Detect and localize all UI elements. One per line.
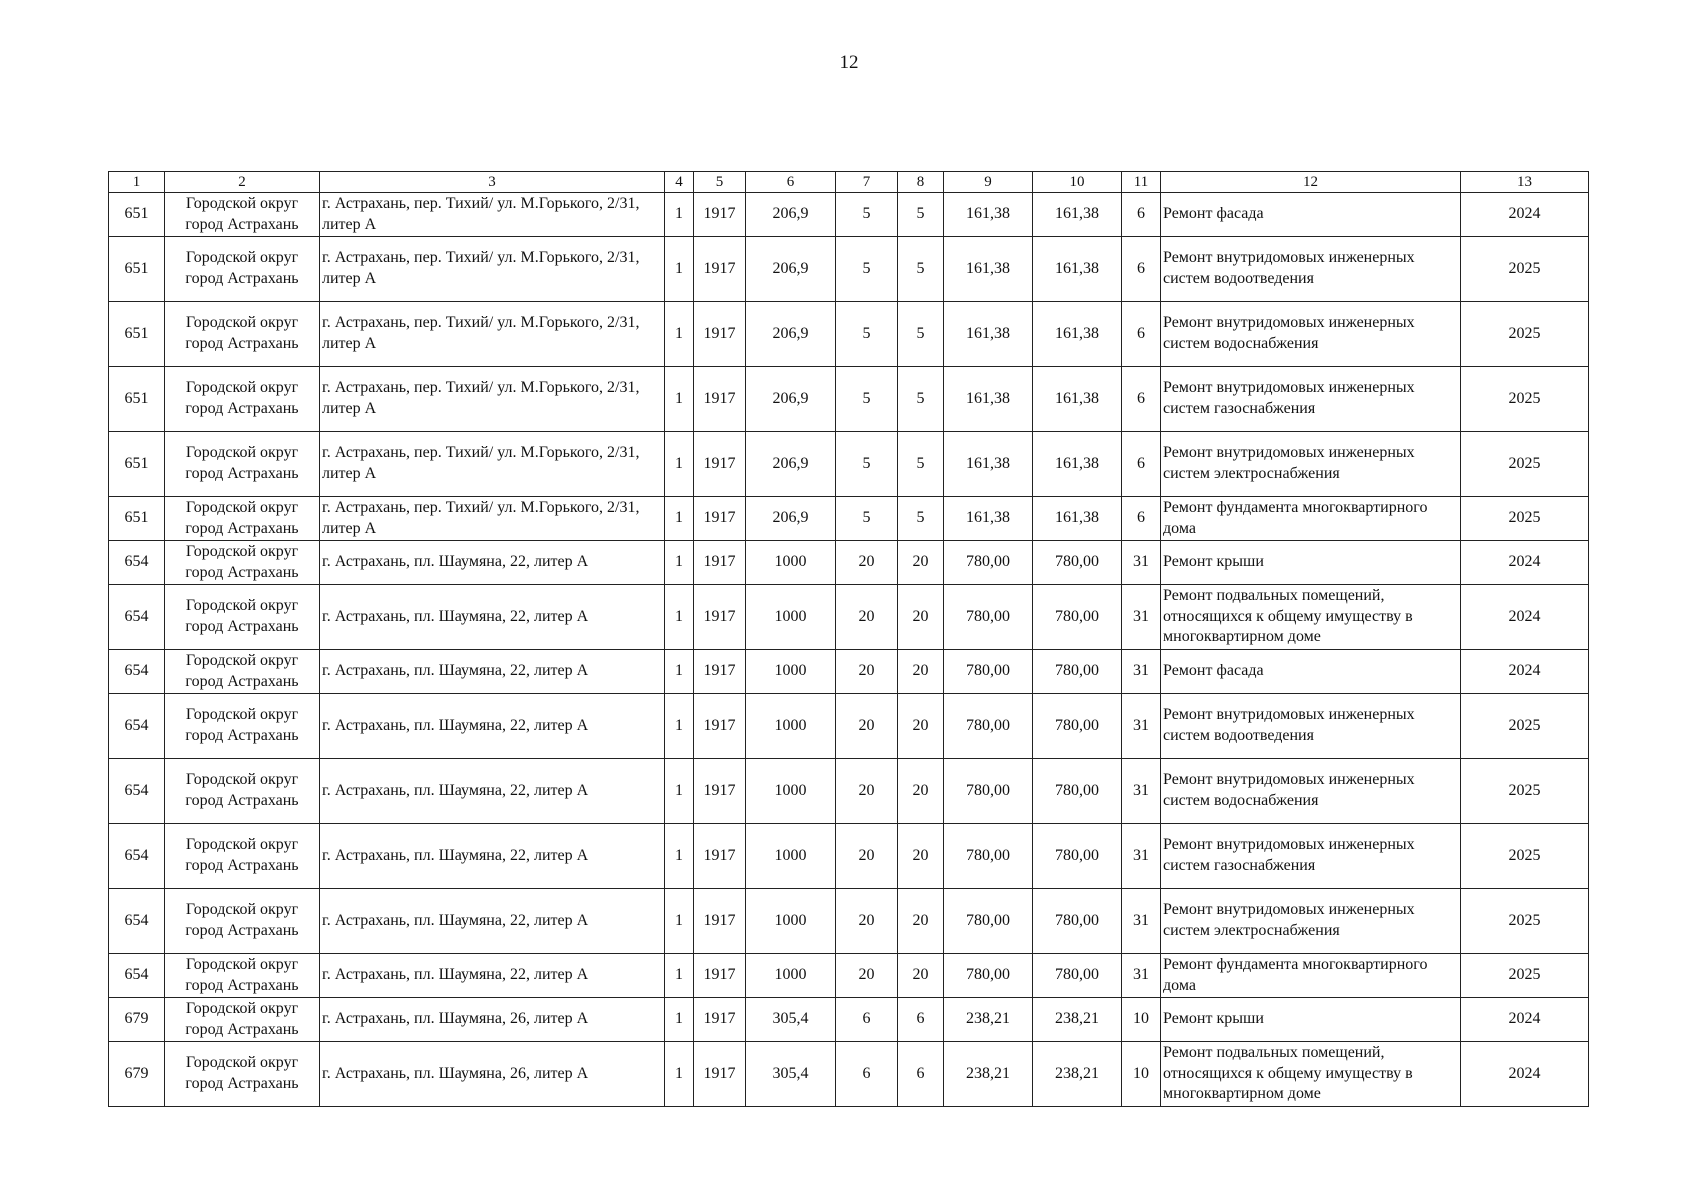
table-cell: 780,00 — [1033, 889, 1122, 954]
table-cell: Ремонт фундамента многоквартирного дома — [1161, 497, 1461, 541]
table-cell: 161,38 — [944, 193, 1033, 237]
table-cell: 161,38 — [944, 367, 1033, 432]
table-cell: 5 — [836, 432, 898, 497]
table-cell: 780,00 — [944, 824, 1033, 889]
table-cell: 206,9 — [746, 497, 836, 541]
table-cell: 1 — [665, 824, 694, 889]
table-cell: Ремонт внутридомовых инженерных систем водоснабжения — [1161, 302, 1461, 367]
table-cell: 2025 — [1461, 497, 1589, 541]
table-cell: 6 — [898, 998, 944, 1042]
table-body — [109, 193, 1589, 1107]
table-cell: 5 — [898, 302, 944, 367]
table-cell: 1917 — [694, 367, 746, 432]
table-cell: 31 — [1122, 585, 1161, 650]
table-cell: 5 — [898, 432, 944, 497]
table-row — [109, 824, 1589, 889]
table-cell: 161,38 — [1033, 237, 1122, 302]
table-cell: 1000 — [746, 954, 836, 998]
table-cell: 206,9 — [746, 302, 836, 367]
table-cell: 20 — [836, 824, 898, 889]
column-header: 2 — [165, 172, 320, 193]
table-cell: 31 — [1122, 759, 1161, 824]
table-cell: 1917 — [694, 759, 746, 824]
table-cell: 20 — [836, 585, 898, 650]
column-number-row — [109, 172, 1589, 193]
table-cell: Ремонт крыши — [1161, 998, 1461, 1042]
table-cell: 5 — [898, 193, 944, 237]
table-cell: 20 — [898, 889, 944, 954]
table-cell: 10 — [1122, 998, 1161, 1042]
table-cell: Городской округ город Астрахань — [165, 759, 320, 824]
table-cell: 1917 — [694, 193, 746, 237]
table-cell: 20 — [836, 759, 898, 824]
column-header: 6 — [746, 172, 836, 193]
table-cell: Городской округ город Астрахань — [165, 824, 320, 889]
table-cell: г. Астрахань, пл. Шаумяна, 26, литер А — [320, 998, 665, 1042]
table-cell: 20 — [836, 650, 898, 694]
table-cell: 6 — [1122, 432, 1161, 497]
table-cell: Ремонт внутридомовых инженерных систем водоснабжения — [1161, 759, 1461, 824]
table-row — [109, 193, 1589, 237]
table-cell: 5 — [898, 237, 944, 302]
table-cell: 780,00 — [1033, 585, 1122, 650]
table-cell: Городской округ город Астрахань — [165, 585, 320, 650]
column-header: 8 — [898, 172, 944, 193]
table-cell: 5 — [836, 497, 898, 541]
repair-program-table — [108, 171, 1589, 1107]
table-cell: 161,38 — [1033, 302, 1122, 367]
table-row — [109, 237, 1589, 302]
table-cell: Городской округ город Астрахань — [165, 541, 320, 585]
table-cell: 1 — [665, 367, 694, 432]
table-cell: 5 — [836, 367, 898, 432]
table-cell: 5 — [898, 497, 944, 541]
table-cell: 2025 — [1461, 889, 1589, 954]
table-cell: 2024 — [1461, 585, 1589, 650]
table-cell: 1000 — [746, 585, 836, 650]
table-cell: 651 — [109, 367, 165, 432]
table-cell: г. Астрахань, пер. Тихий/ ул. М.Горького, 2/31, литер А — [320, 193, 665, 237]
table-cell: 6 — [1122, 497, 1161, 541]
table-cell: 161,38 — [1033, 367, 1122, 432]
table-cell: 780,00 — [1033, 694, 1122, 759]
table-cell: 161,38 — [1033, 432, 1122, 497]
table-cell: 2024 — [1461, 541, 1589, 585]
table-cell: 651 — [109, 237, 165, 302]
table-cell: г. Астрахань, пл. Шаумяна, 22, литер А — [320, 759, 665, 824]
table-cell: 780,00 — [944, 541, 1033, 585]
table-cell: 651 — [109, 432, 165, 497]
table-cell: 2024 — [1461, 1042, 1589, 1107]
table-cell: 206,9 — [746, 193, 836, 237]
table-row — [109, 1042, 1589, 1107]
table-cell: 654 — [109, 585, 165, 650]
table-cell: г. Астрахань, пл. Шаумяна, 22, литер А — [320, 889, 665, 954]
table-cell: Городской округ город Астрахань — [165, 302, 320, 367]
table-cell: 1917 — [694, 694, 746, 759]
table-cell: 654 — [109, 889, 165, 954]
table-cell: г. Астрахань, пер. Тихий/ ул. М.Горького, 2/31, литер А — [320, 497, 665, 541]
table-cell: Городской округ город Астрахань — [165, 650, 320, 694]
table-cell: 2025 — [1461, 694, 1589, 759]
table-cell: г. Астрахань, пер. Тихий/ ул. М.Горького, 2/31, литер А — [320, 367, 665, 432]
table-row — [109, 954, 1589, 998]
table-cell: 1917 — [694, 541, 746, 585]
table-cell: 31 — [1122, 694, 1161, 759]
table-cell: 1917 — [694, 998, 746, 1042]
table-cell: 161,38 — [1033, 497, 1122, 541]
table-cell: 2025 — [1461, 432, 1589, 497]
table-cell: 1000 — [746, 824, 836, 889]
table-row — [109, 432, 1589, 497]
table-cell: г. Астрахань, пер. Тихий/ ул. М.Горького, 2/31, литер А — [320, 237, 665, 302]
table-row — [109, 497, 1589, 541]
table-cell: 20 — [898, 954, 944, 998]
column-header: 1 — [109, 172, 165, 193]
table-cell: Ремонт фасада — [1161, 193, 1461, 237]
column-header: 9 — [944, 172, 1033, 193]
table-cell: 780,00 — [944, 954, 1033, 998]
table-cell: Ремонт внутридомовых инженерных систем электроснабжения — [1161, 889, 1461, 954]
table-cell: Городской округ город Астрахань — [165, 497, 320, 541]
column-header: 3 — [320, 172, 665, 193]
table-row — [109, 759, 1589, 824]
table-cell: 651 — [109, 302, 165, 367]
table-cell: г. Астрахань, пер. Тихий/ ул. М.Горького, 2/31, литер А — [320, 432, 665, 497]
table-cell: 1917 — [694, 302, 746, 367]
table-cell: г. Астрахань, пл. Шаумяна, 22, литер А — [320, 541, 665, 585]
table-cell: 2025 — [1461, 237, 1589, 302]
table-cell: Ремонт внутридомовых инженерных систем электроснабжения — [1161, 432, 1461, 497]
table-cell: 780,00 — [1033, 650, 1122, 694]
table-cell: 2025 — [1461, 367, 1589, 432]
column-header: 11 — [1122, 172, 1161, 193]
table-cell: Ремонт фундамента многоквартирного дома — [1161, 954, 1461, 998]
table-cell: 1 — [665, 759, 694, 824]
column-header: 10 — [1033, 172, 1122, 193]
table-cell: 5 — [836, 302, 898, 367]
table-cell: 780,00 — [944, 694, 1033, 759]
table-cell: 6 — [1122, 367, 1161, 432]
table-cell: 1917 — [694, 650, 746, 694]
table-cell: 1 — [665, 954, 694, 998]
table-cell: 654 — [109, 541, 165, 585]
table-cell: 1000 — [746, 650, 836, 694]
table-row — [109, 998, 1589, 1042]
table-cell: г. Астрахань, пл. Шаумяна, 26, литер А — [320, 1042, 665, 1107]
table-cell: 6 — [898, 1042, 944, 1107]
table-cell: г. Астрахань, пл. Шаумяна, 22, литер А — [320, 954, 665, 998]
table-cell: 1 — [665, 694, 694, 759]
table-cell: г. Астрахань, пл. Шаумяна, 22, литер А — [320, 585, 665, 650]
table-cell: 2025 — [1461, 824, 1589, 889]
table-cell: Ремонт подвальных помещений, относящихся к общему имуществу в многоквартирном доме — [1161, 585, 1461, 650]
table-cell: 20 — [898, 759, 944, 824]
table-row — [109, 889, 1589, 954]
table-cell: 780,00 — [1033, 824, 1122, 889]
table-row — [109, 585, 1589, 650]
table-cell: 654 — [109, 954, 165, 998]
table-cell: 238,21 — [1033, 1042, 1122, 1107]
table-cell: 5 — [836, 193, 898, 237]
table-cell: Городской округ город Астрахань — [165, 694, 320, 759]
table-cell: 1917 — [694, 824, 746, 889]
table-cell: 20 — [836, 954, 898, 998]
table-cell: 10 — [1122, 1042, 1161, 1107]
table-cell: 654 — [109, 759, 165, 824]
table-cell: 161,38 — [944, 497, 1033, 541]
table-row — [109, 367, 1589, 432]
table-cell: Ремонт крыши — [1161, 541, 1461, 585]
table-cell: Городской округ город Астрахань — [165, 237, 320, 302]
table-cell: 780,00 — [944, 650, 1033, 694]
table-cell: 1 — [665, 585, 694, 650]
table-cell: 1 — [665, 889, 694, 954]
table-cell: 1 — [665, 541, 694, 585]
table-cell: 6 — [1122, 193, 1161, 237]
table-cell: 780,00 — [1033, 954, 1122, 998]
table-cell: 305,4 — [746, 998, 836, 1042]
column-header: 12 — [1161, 172, 1461, 193]
table-cell: 31 — [1122, 650, 1161, 694]
table-cell: 238,21 — [1033, 998, 1122, 1042]
table-cell: 1 — [665, 497, 694, 541]
table-cell: 161,38 — [944, 432, 1033, 497]
table-cell: Городской округ город Астрахань — [165, 954, 320, 998]
table-cell: 2024 — [1461, 193, 1589, 237]
column-header: 7 — [836, 172, 898, 193]
table-cell: 780,00 — [944, 759, 1033, 824]
table-row — [109, 541, 1589, 585]
table-cell: 1 — [665, 193, 694, 237]
table-cell: 6 — [1122, 302, 1161, 367]
table-cell: 206,9 — [746, 237, 836, 302]
table-cell: 20 — [898, 585, 944, 650]
table-cell: Ремонт внутридомовых инженерных систем газоснабжения — [1161, 824, 1461, 889]
table-cell: 1000 — [746, 541, 836, 585]
table-cell: 305,4 — [746, 1042, 836, 1107]
table-cell: 1000 — [746, 889, 836, 954]
table-cell: Городской округ город Астрахань — [165, 1042, 320, 1107]
table-cell: 2024 — [1461, 650, 1589, 694]
table-cell: 2025 — [1461, 302, 1589, 367]
table-cell: 1917 — [694, 954, 746, 998]
table-cell: 6 — [836, 998, 898, 1042]
table-cell: 780,00 — [1033, 759, 1122, 824]
table-cell: 679 — [109, 998, 165, 1042]
table-row — [109, 694, 1589, 759]
table-cell: 20 — [898, 541, 944, 585]
table-cell: 20 — [836, 694, 898, 759]
table-cell: Ремонт внутридомовых инженерных систем газоснабжения — [1161, 367, 1461, 432]
table-cell: 1 — [665, 1042, 694, 1107]
table-cell: Городской округ город Астрахань — [165, 998, 320, 1042]
table-cell: Ремонт подвальных помещений, относящихся к общему имуществу в многоквартирном доме — [1161, 1042, 1461, 1107]
table-cell: 1917 — [694, 237, 746, 302]
table-cell: 1 — [665, 650, 694, 694]
table-cell: 5 — [898, 367, 944, 432]
column-header: 4 — [665, 172, 694, 193]
table-cell: 20 — [898, 650, 944, 694]
table-cell: 654 — [109, 650, 165, 694]
table-cell: Городской округ город Астрахань — [165, 889, 320, 954]
table-cell: 31 — [1122, 954, 1161, 998]
table-cell: 161,38 — [944, 237, 1033, 302]
table-cell: 1917 — [694, 889, 746, 954]
table-cell: Ремонт внутридомовых инженерных систем водоотведения — [1161, 694, 1461, 759]
table-cell: 31 — [1122, 541, 1161, 585]
table-cell: 1917 — [694, 585, 746, 650]
table-cell: 31 — [1122, 824, 1161, 889]
table-cell: 31 — [1122, 889, 1161, 954]
table-cell: 780,00 — [944, 889, 1033, 954]
table-cell: 780,00 — [944, 585, 1033, 650]
column-header: 13 — [1461, 172, 1589, 193]
table-cell: 206,9 — [746, 432, 836, 497]
table-cell: 1 — [665, 432, 694, 497]
table-cell: 1917 — [694, 497, 746, 541]
table-cell: 20 — [836, 889, 898, 954]
table-row — [109, 302, 1589, 367]
table-cell: 651 — [109, 497, 165, 541]
table-cell: 20 — [898, 694, 944, 759]
table-cell: г. Астрахань, пл. Шаумяна, 22, литер А — [320, 650, 665, 694]
table-cell: Ремонт фасада — [1161, 650, 1461, 694]
table-cell: 6 — [836, 1042, 898, 1107]
table-cell: 1917 — [694, 432, 746, 497]
table-cell: 6 — [1122, 237, 1161, 302]
table-cell: 2025 — [1461, 954, 1589, 998]
table-cell: 20 — [836, 541, 898, 585]
table-cell: г. Астрахань, пл. Шаумяна, 22, литер А — [320, 694, 665, 759]
table-cell: 161,38 — [1033, 193, 1122, 237]
table-cell: 161,38 — [944, 302, 1033, 367]
table-cell: 1917 — [694, 1042, 746, 1107]
table-cell: 1 — [665, 237, 694, 302]
table-cell: 2025 — [1461, 759, 1589, 824]
table-cell: 20 — [898, 824, 944, 889]
table-cell: 654 — [109, 824, 165, 889]
table-cell: Городской округ город Астрахань — [165, 432, 320, 497]
table-cell: 1 — [665, 302, 694, 367]
table-cell: 651 — [109, 193, 165, 237]
column-header: 5 — [694, 172, 746, 193]
table-cell: 1 — [665, 998, 694, 1042]
page-number: 12 — [839, 52, 859, 73]
table-cell: 238,21 — [944, 998, 1033, 1042]
table-cell: г. Астрахань, пл. Шаумяна, 22, литер А — [320, 824, 665, 889]
table-cell: 1000 — [746, 694, 836, 759]
table-cell: 780,00 — [1033, 541, 1122, 585]
table-cell: Городской округ город Астрахань — [165, 367, 320, 432]
table-cell: 238,21 — [944, 1042, 1033, 1107]
table-cell: 1000 — [746, 759, 836, 824]
table-cell: Ремонт внутридомовых инженерных систем водоотведения — [1161, 237, 1461, 302]
table-cell: 654 — [109, 694, 165, 759]
table-cell: 2024 — [1461, 998, 1589, 1042]
table-cell: Городской округ город Астрахань — [165, 193, 320, 237]
table-cell: 5 — [836, 237, 898, 302]
table-cell: 206,9 — [746, 367, 836, 432]
table-cell: г. Астрахань, пер. Тихий/ ул. М.Горького, 2/31, литер А — [320, 302, 665, 367]
table-cell: 679 — [109, 1042, 165, 1107]
table-row — [109, 650, 1589, 694]
